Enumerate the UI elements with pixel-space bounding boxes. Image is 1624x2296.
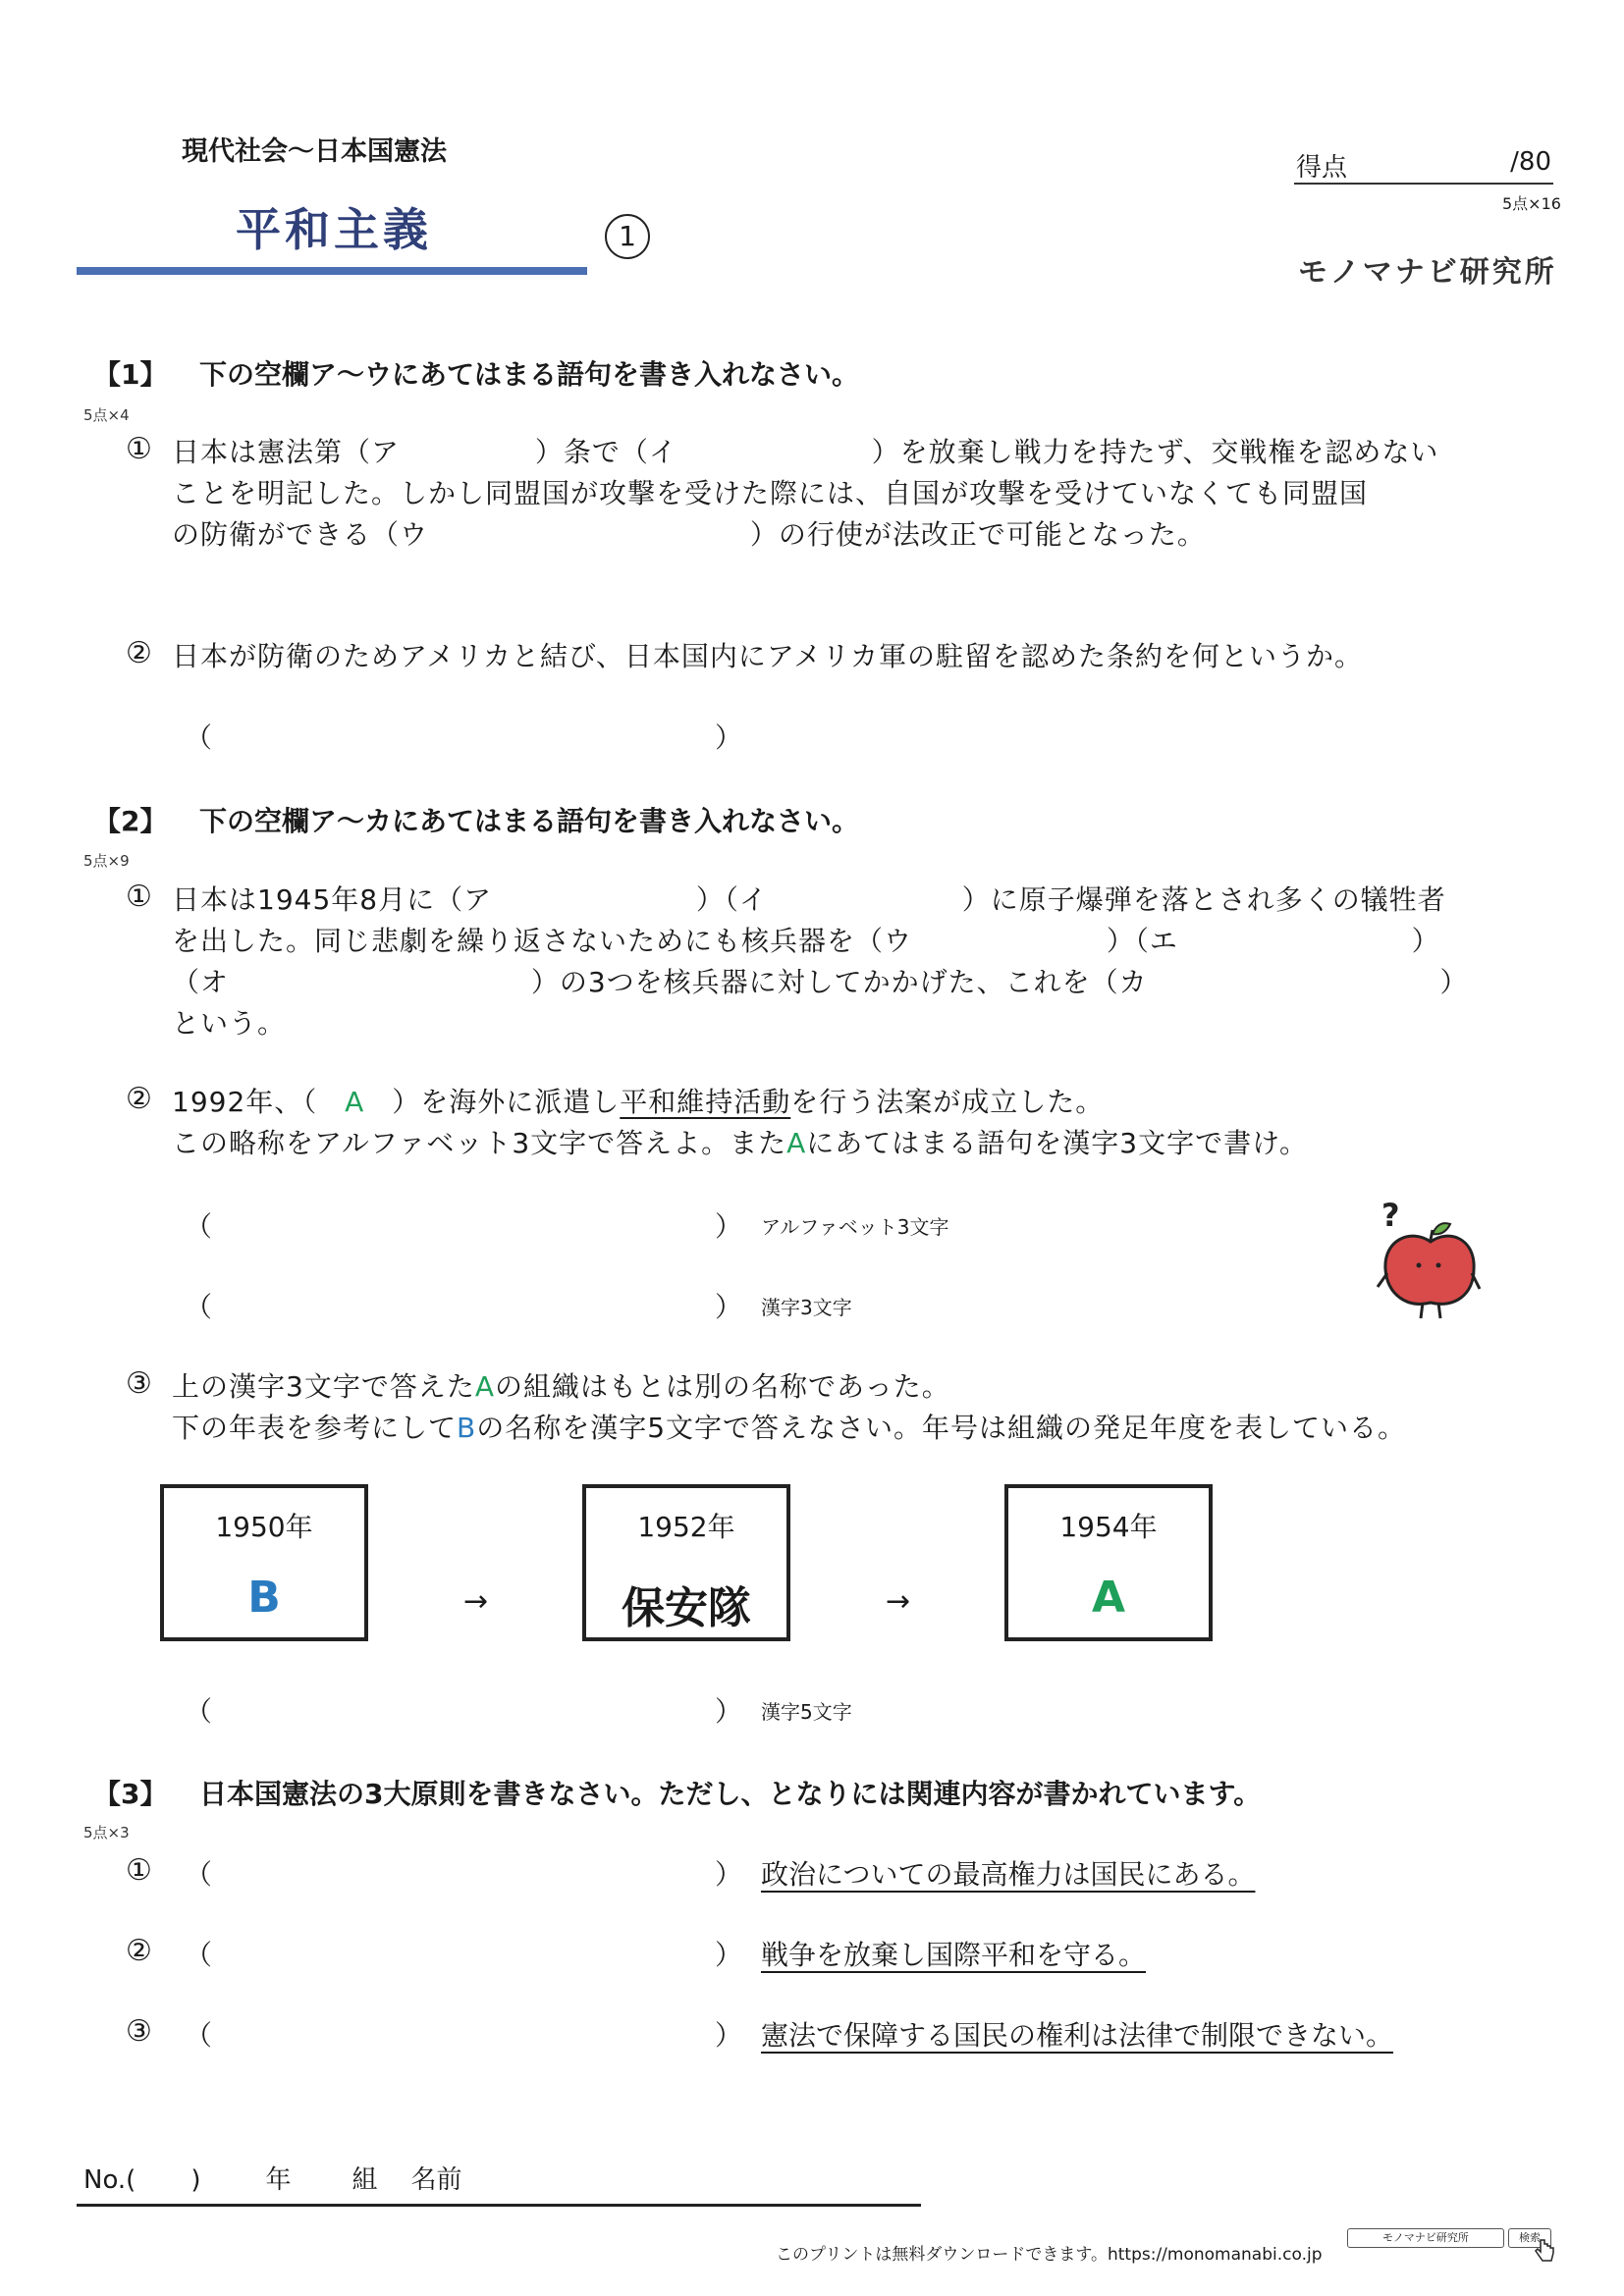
search-button[interactable]: 検索 — [1508, 2228, 1551, 2248]
name-label: 名前 — [410, 2165, 462, 2195]
s2-q2-number: ② — [126, 1082, 152, 1116]
text: 上の漢字3文字で答えた — [172, 1370, 475, 1403]
answer-open-paren: （ — [185, 1291, 213, 1323]
answer-open-paren: （ — [185, 1939, 213, 1971]
s2-q1-line3 — [172, 962, 1468, 1003]
text: （オ — [172, 966, 230, 998]
s2-q3-line1 — [172, 1366, 950, 1408]
text: ） — [1439, 966, 1469, 998]
text: ）に原子爆弾を落とされ多くの犠牲者 — [961, 883, 1446, 916]
section-2-number: 【2】 — [93, 805, 168, 837]
principle-3-hint: 憲法で保障する国民の権利は法律で制限できない。 — [761, 2019, 1394, 2052]
text: ） — [1411, 925, 1440, 957]
kanji3-answer-field[interactable] — [216, 1286, 707, 1325]
score-field[interactable] — [1294, 147, 1553, 185]
answer-close-paren: ） — [715, 1695, 743, 1728]
score-total: /80 — [1510, 147, 1551, 177]
text: ）を放棄し戦力を持たず、交戦権を認めない — [871, 436, 1439, 468]
s1-q1-number: ① — [126, 432, 152, 466]
text: ）（エ — [1106, 925, 1178, 957]
label-a: A — [474, 1370, 495, 1403]
text: 日本は憲法第（ア — [172, 436, 401, 468]
answer-open-paren: （ — [185, 1858, 213, 1891]
answer-close-paren: ） — [715, 1858, 743, 1891]
arrow-icon: → — [886, 1584, 911, 1619]
text: 1992年、（ — [172, 1086, 318, 1118]
answer-open-paren: （ — [185, 721, 213, 754]
s2-q1-line1 — [172, 880, 1446, 921]
principle-1-answer-field[interactable] — [216, 1853, 707, 1893]
label-b: B — [457, 1412, 477, 1444]
page-title: 平和主義 — [236, 203, 432, 256]
section-2-points: 5点×9 — [83, 852, 130, 870]
text: 下の年表を参考にして — [172, 1412, 458, 1444]
hint-kanji5: 漢字5文字 — [761, 1700, 852, 1724]
answer-open-paren: （ — [185, 1210, 213, 1243]
answer-close-paren: ） — [715, 2019, 743, 2052]
text: 日本は1945年8月に（ア — [172, 883, 493, 916]
text: を行う法案が成立した。 — [790, 1086, 1105, 1118]
s3-item-number: ③ — [126, 2014, 152, 2049]
s3-item-number: ② — [126, 1934, 152, 1968]
timeline-name: A — [1091, 1573, 1126, 1623]
cursor-hand-icon — [1534, 2238, 1555, 2264]
timeline-box-1950 — [160, 1484, 368, 1641]
s1-q1-line3 — [172, 514, 1206, 556]
timeline-year: 1952年 — [637, 1511, 735, 1543]
s3-item-number: ① — [126, 1853, 152, 1888]
text: ）を海外に派遣し — [392, 1086, 621, 1118]
name-underline — [77, 2204, 921, 2207]
text: ）条で（イ — [534, 436, 677, 468]
kanji5-answer-field[interactable] — [216, 1690, 707, 1730]
answer-open-paren: （ — [185, 2019, 213, 2052]
answer-open-paren: （ — [185, 1695, 213, 1728]
s2-q1-line2 — [172, 921, 1440, 962]
title-underline — [77, 267, 587, 275]
text: ）の3つを核兵器に対してかかげた、これを（カ — [530, 966, 1148, 998]
year-label: 年 — [265, 2165, 292, 2195]
underlined-term: 平和維持活動 — [620, 1086, 791, 1118]
section-3-points: 5点×3 — [83, 1824, 130, 1842]
text: にあてはまる語句を漢字3文字で書け。 — [806, 1127, 1308, 1159]
s2-q2-line2 — [172, 1123, 1308, 1164]
label-a: A — [786, 1127, 807, 1159]
s1-q2-answer-field[interactable] — [216, 717, 707, 756]
s2-q3-number: ③ — [126, 1366, 152, 1401]
text: を出した。同じ悲劇を繰り返さないためにも核兵器を（ウ — [172, 925, 913, 957]
timeline-box-1952 — [582, 1484, 790, 1641]
s2-q3-line2 — [172, 1408, 1406, 1449]
text: の名称を漢字5文字で答えなさい。年号は組織の発足年度を表している。 — [476, 1412, 1407, 1444]
principle-2-answer-field[interactable] — [216, 1934, 707, 1973]
arrow-icon: → — [463, 1584, 489, 1619]
score-label: 得点 — [1296, 153, 1348, 183]
answer-close-paren: ） — [715, 1939, 743, 1971]
subject-label: 現代社会～日本国憲法 — [182, 136, 447, 167]
s2-q1-number: ① — [126, 880, 152, 914]
hint-alphabet: アルファベット3文字 — [761, 1215, 949, 1239]
section-2-heading — [93, 800, 859, 839]
text: の組織はもとは別の名称であった。 — [494, 1370, 950, 1403]
brand-logo: モノマナビ研究所 — [1298, 255, 1557, 290]
principle-1-hint: 政治についての最高権力は国民にある。 — [761, 1858, 1256, 1891]
timeline-box-1954 — [1004, 1484, 1213, 1641]
section-3-heading — [93, 1773, 1261, 1812]
section-1-number: 【1】 — [93, 358, 168, 391]
s1-q2-text: 日本が防衛のためアメリカと結び、日本国内にアメリカ軍の駐留を認めた条約を何というか。 — [172, 640, 1363, 672]
text: この略称をアルファベット3文字で答えよ。また — [172, 1127, 787, 1159]
search-box[interactable]: モノマナビ研究所 — [1347, 2228, 1504, 2248]
timeline-year: 1954年 — [1059, 1511, 1158, 1543]
timeline-year: 1950年 — [215, 1511, 313, 1543]
answer-close-paren: ） — [715, 721, 743, 754]
section-1-heading — [93, 353, 859, 393]
section-1-points: 5点×4 — [83, 406, 130, 424]
student-info — [83, 2160, 462, 2196]
no-close: ) — [190, 2165, 201, 2195]
s1-q1-line2: ことを明記した。しかし同盟国が攻撃を受けた際には、自国が攻撃を受けていなくても同盟国 — [172, 477, 1369, 509]
text: の防衛ができる（ウ — [172, 518, 429, 551]
hint-kanji3: 漢字3文字 — [761, 1296, 852, 1319]
no-label: No.( — [83, 2165, 136, 2195]
principle-3-answer-field[interactable] — [216, 2014, 707, 2054]
class-label: 組 — [352, 2165, 378, 2195]
download-note: このプリントは無料ダウンロードできます。https://monomanabi.co.jp — [776, 2245, 1323, 2265]
answer-close-paren: ） — [715, 1291, 743, 1323]
section-3-number: 【3】 — [93, 1778, 168, 1810]
answer-close-paren: ） — [715, 1210, 743, 1243]
svg-text:?: ? — [1381, 1197, 1400, 1234]
section-2-instruction: 下の空欄ア～カにあてはまる語句を書き入れなさい。 — [199, 805, 860, 837]
s2-q2-line1 — [172, 1082, 1104, 1123]
text: ）（イ — [695, 883, 768, 916]
timeline-name: B — [247, 1573, 281, 1623]
s1-q1-line1 — [172, 432, 1438, 473]
timeline-name: 保安隊 — [622, 1583, 751, 1633]
section-1-instruction: 下の空欄ア～ウにあてはまる語句を書き入れなさい。 — [199, 358, 860, 391]
principle-2-hint: 戦争を放棄し国際平和を守る。 — [761, 1939, 1147, 1971]
s1-q2-number: ② — [126, 636, 152, 670]
text: ）の行使が法改正で可能となった。 — [749, 518, 1206, 551]
worksheet-number: 1 — [605, 214, 650, 259]
s2-q1-line4: という。 — [172, 1007, 287, 1040]
section-3-instruction: 日本国憲法の3大原則を書きなさい。ただし、となりには関連内容が書かれています。 — [199, 1778, 1262, 1810]
apple-mascot-icon — [1360, 1193, 1488, 1330]
score-note: 5点×16 — [1502, 194, 1561, 213]
label-a: A — [345, 1086, 365, 1118]
alphabet-answer-field[interactable] — [216, 1205, 707, 1245]
